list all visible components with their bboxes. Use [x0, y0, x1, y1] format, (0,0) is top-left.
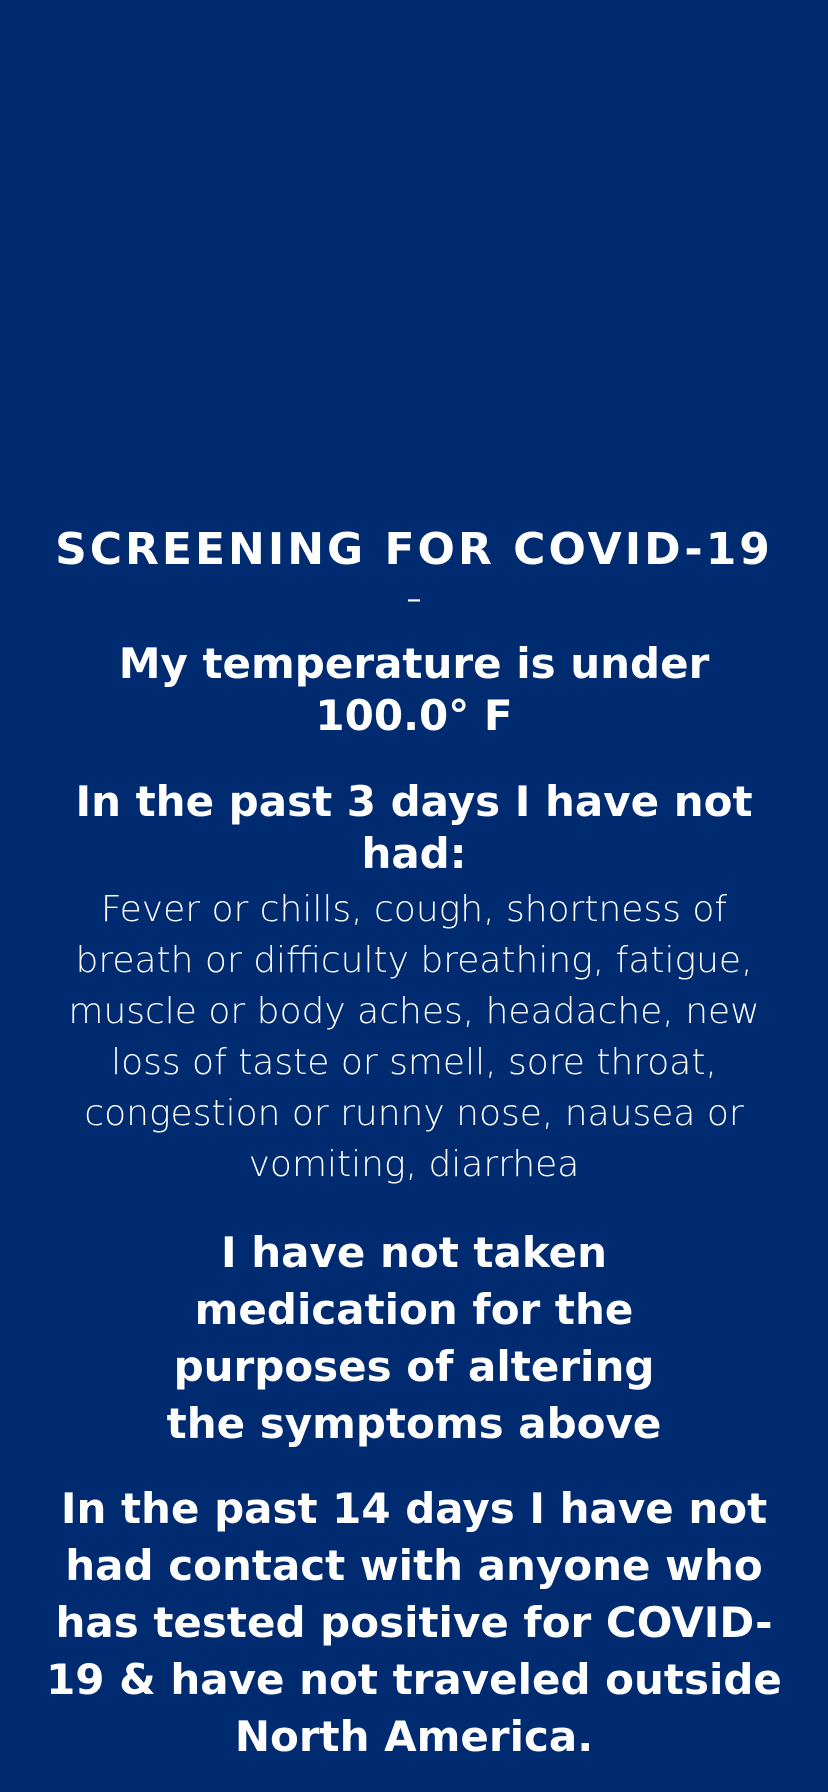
medication-statement: I have not taken medication for the purposes of altering the symptoms above [166, 1228, 662, 1448]
past-3-days-heading: In the past 3 days I have not had: [75, 777, 753, 878]
contact-travel-statement: In the past 14 days I have not had contact with anyone who has tested positive for COVID-19 & have not traveled outside North America. [46, 1484, 782, 1761]
symptoms-list: Fever or chills, cough, shortness of breath or difficulty breathing, fatigue, muscle or body aches, headache, new loss of taste or smell, sore throat, congestion or runny nose, nausea or vomiting, diarrhea [68, 889, 760, 1185]
screening-title: SCREENING FOR COVID-19 [55, 524, 773, 575]
screening-content [40, 522, 788, 1765]
title-separator: – [406, 582, 422, 617]
temperature-statement: My temperature is under 100.0° F [118, 639, 710, 740]
